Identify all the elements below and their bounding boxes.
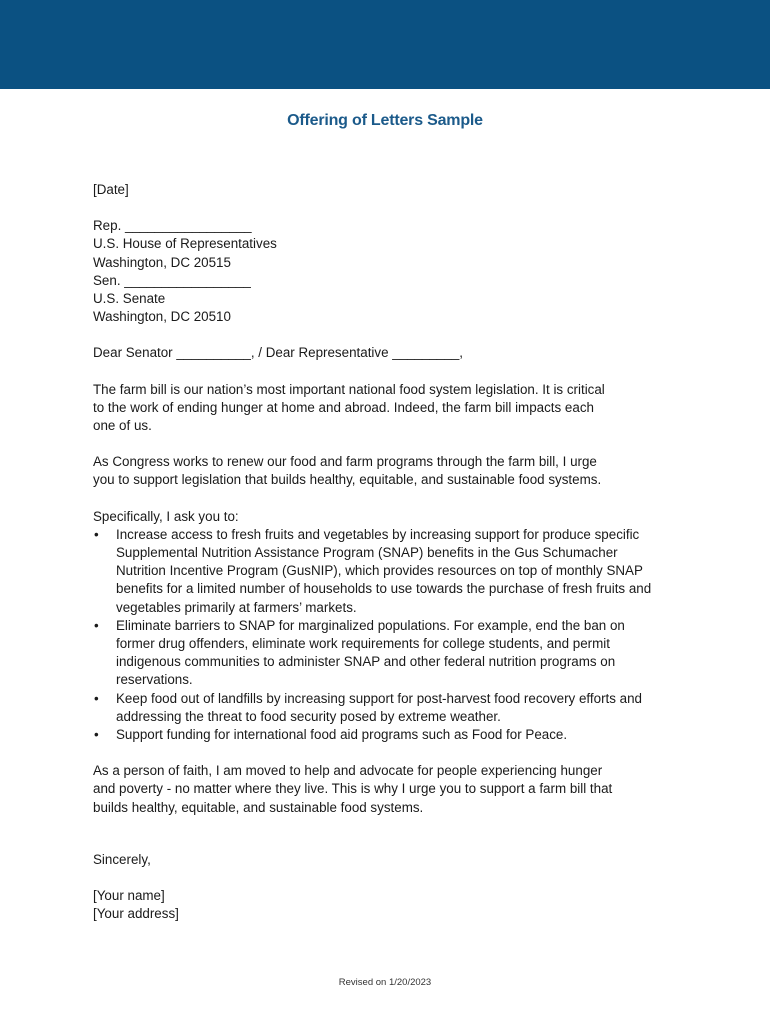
list-item: [93, 690, 693, 726]
closing: Sincerely,: [93, 851, 151, 867]
ask-list: [93, 526, 693, 744]
signature-address: [Your address]: [93, 906, 179, 922]
list-item-line: benefits for a limited number of households to use towards the purchase of fresh fruits and: [116, 581, 652, 597]
date-line: [Date]: [93, 182, 129, 197]
address-line: U.S. House of Representatives: [93, 236, 277, 252]
paragraph-line: to the work of ending hunger at home and abroad. Indeed, the farm bill impacts each: [93, 399, 594, 415]
list-item-line: Supplemental Nutrition Assistance Program (SNAP) benefits in the Gus Schumacher: [116, 545, 618, 561]
list-item-line: Keep food out of landfills by increasing support for post-harvest food recovery efforts and: [116, 690, 643, 706]
address-line: U.S. Senate: [93, 291, 166, 307]
paragraph-line: As a person of faith, I am moved to help and advocate for people experiencing hunger: [93, 763, 603, 779]
paragraph-line: one of us.: [93, 418, 152, 434]
list-item-line: Eliminate barriers to SNAP for marginalized populations. For example, end the ban on: [116, 617, 625, 633]
list-item-line: vegetables primarily at farmers’ markets.: [116, 599, 357, 615]
bullet-icon: •: [94, 727, 99, 743]
salutation: Dear Senator __________, / Dear Representative _________,: [93, 345, 463, 361]
address-line: Rep. _________________: [93, 218, 252, 234]
list-item-line: Increase access to fresh fruits and vegetables by increasing support for produce specific: [116, 526, 640, 542]
paragraph-line: builds healthy, equitable, and sustainable food systems.: [93, 799, 424, 815]
ask-intro: Specifically, I ask you to:: [93, 508, 239, 524]
signature-name: [Your name]: [93, 888, 165, 904]
list-item-line: reservations.: [116, 672, 193, 688]
address-line: Washington, DC 20515: [93, 254, 231, 270]
list-item-line: former drug offenders, eliminate work requirements for college students, and permit: [116, 636, 610, 652]
paragraph-line: you to support legislation that builds healthy, equitable, and sustainable food systems.: [93, 472, 602, 488]
list-item-line: addressing the threat to food security posed by extreme weather.: [116, 708, 501, 724]
document-title: Offering of Letters Sample: [287, 112, 483, 129]
paragraph-line: As Congress works to renew our food and farm programs through the farm bill, I urge: [93, 454, 597, 470]
paragraph-line: and poverty - no matter where they live. This is why I urge you to support a farm bill that: [93, 781, 613, 797]
list-item: [93, 617, 693, 690]
list-item: [93, 726, 693, 744]
paragraph-2: [93, 453, 693, 489]
address-line: Washington, DC 20510: [93, 309, 231, 325]
list-item: [93, 526, 693, 617]
signature-block: [93, 887, 693, 923]
paragraph-line: The farm bill is our nation’s most important national food system legislation. It is critical: [93, 381, 605, 397]
revision-footer: Revised on 1/20/2023: [338, 977, 432, 988]
recipient-address: [93, 217, 693, 326]
bullet-icon: •: [94, 617, 99, 633]
address-line: Sen. _________________: [93, 272, 251, 288]
list-item-line: Support funding for international food aid programs such as Food for Peace.: [116, 727, 568, 743]
header-band: [0, 0, 770, 89]
list-item-line: indigenous communities to administer SNAP and other federal nutrition programs on: [116, 654, 616, 670]
paragraph-1: [93, 381, 693, 436]
bullet-icon: •: [94, 690, 99, 706]
bullet-icon: •: [94, 526, 99, 542]
list-item-line: Nutrition Incentive Program (GusNIP), which provides resources on top of monthly SNAP: [116, 563, 643, 579]
paragraph-3: [93, 762, 693, 817]
letter-body: [93, 181, 693, 924]
